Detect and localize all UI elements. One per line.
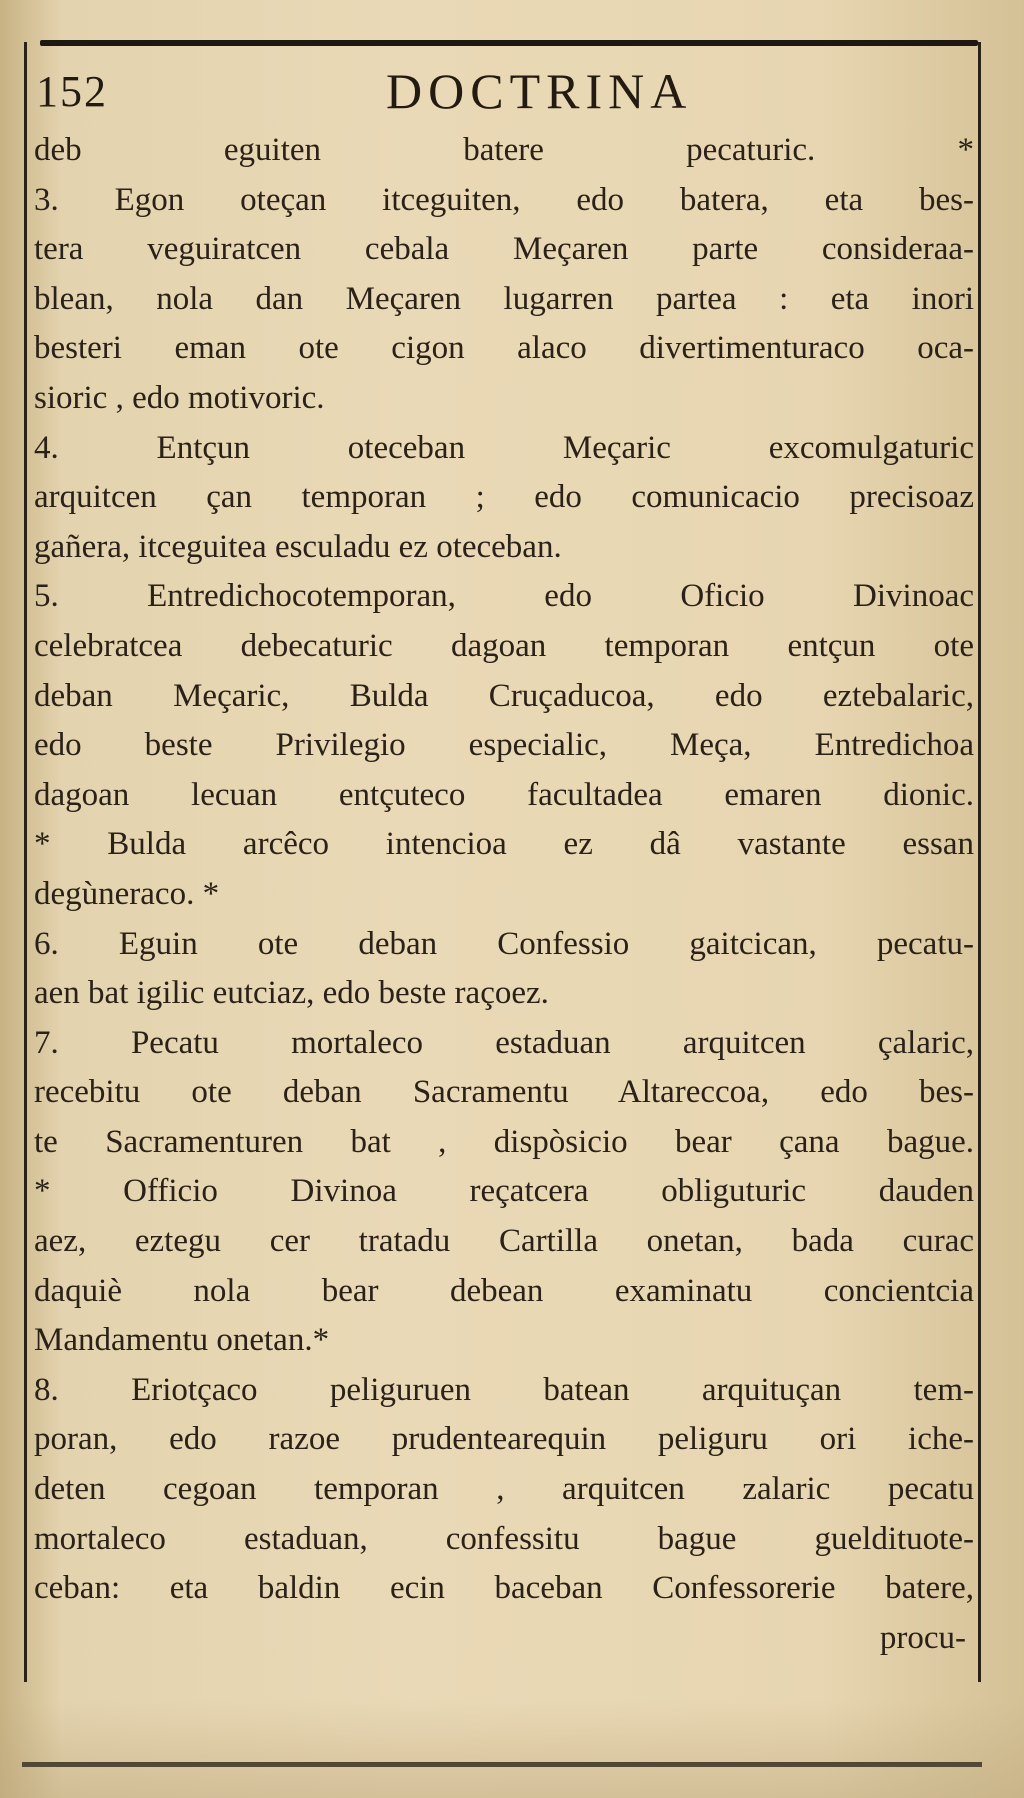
text-line: 4. Entçun oteceban Meçaric excomulgaturic [34,429,974,466]
text-line: arquitcen çan temporan ; edo comunicacio precisoaz [34,479,974,516]
text-line: 7. Pecatu mortaleco estaduan arquitcen çalaric, [34,1024,974,1061]
page-bottom-shading [0,1700,1024,1798]
text-line: te Sacramenturen bat , dispòsicio bear çana bague. [34,1123,974,1160]
text-line: Mandamentu onetan.* [34,1322,330,1359]
text-line: tera veguiratcen cebala Meçaren parte consideraa- [34,231,974,268]
top-rule [40,40,978,46]
text-line: * Bulda arcêco intencioa ez dâ vastante essan [34,826,974,863]
text-line: 5. Entredichocotemporan, edo Oficio Divinoac [34,578,974,615]
text-line: 6. Eguin ote deban Confessio gaitcican, pecatu- [34,925,974,962]
text-line: aez, eztegu cer tratadu Cartilla onetan, bada curac [34,1223,974,1260]
body-text [34,126,974,1663]
catchword: procu- [879,1619,966,1656]
text-line: 3. Egon oteçan itceguiten, edo batera, eta bes- [34,181,974,218]
text-line: degùneraco. * [34,875,220,912]
left-border-line [24,42,27,1682]
right-border-line [978,42,981,1682]
text-line: deten cegoan temporan , arquitcen zalaric pecatu [34,1471,974,1508]
text-line: edo beste Privilegio especialic, Meça, Entredichoa [34,727,974,764]
text-line: gañera, itceguitea esculadu ez oteceban. [34,528,562,565]
text-line: 8. Eriotçaco peliguruen batean arquituçan tem- [34,1371,974,1408]
page-header [36,62,966,122]
text-line: deban Meçaric, Bulda Cruçaducoa, edo eztebalaric, [34,677,974,714]
text-line: blean, nola dan Meçaren lugarren partea : eta inori [34,280,974,317]
text-line: * Officio Divinoa reçatcera obliguturic dauden [34,1173,974,1210]
text-line: aen bat igilic eutciaz, edo beste raçoez. [34,975,549,1012]
text-line: besteri eman ote cigon alaco divertimenturaco oca- [34,330,974,367]
page-number: 152 [36,67,108,116]
text-line: sioric , edo motivoric. [34,379,325,416]
text-line: celebratcea debecaturic dagoan temporan entçun ote [34,627,974,664]
text-line: recebitu ote deban Sacramentu Altareccoa, edo bes- [34,1074,974,1111]
text-line: poran, edo razoe prudentearequin peliguru ori iche- [34,1421,974,1458]
text-line: dagoan lecuan entçuteco facultadea emaren dionic. [34,776,974,813]
text-line: mortaleco estaduan, confessitu bague gueldituote- [34,1520,974,1557]
text-line: daquiè nola bear debean examinatu concientcia [34,1272,974,1309]
text-line: deb eguiten batere pecaturic. * [34,132,974,168]
text-line: ceban: eta baldin ecin baceban Confessorerie batere, [34,1570,974,1607]
running-head: DOCTRINA [386,63,693,119]
